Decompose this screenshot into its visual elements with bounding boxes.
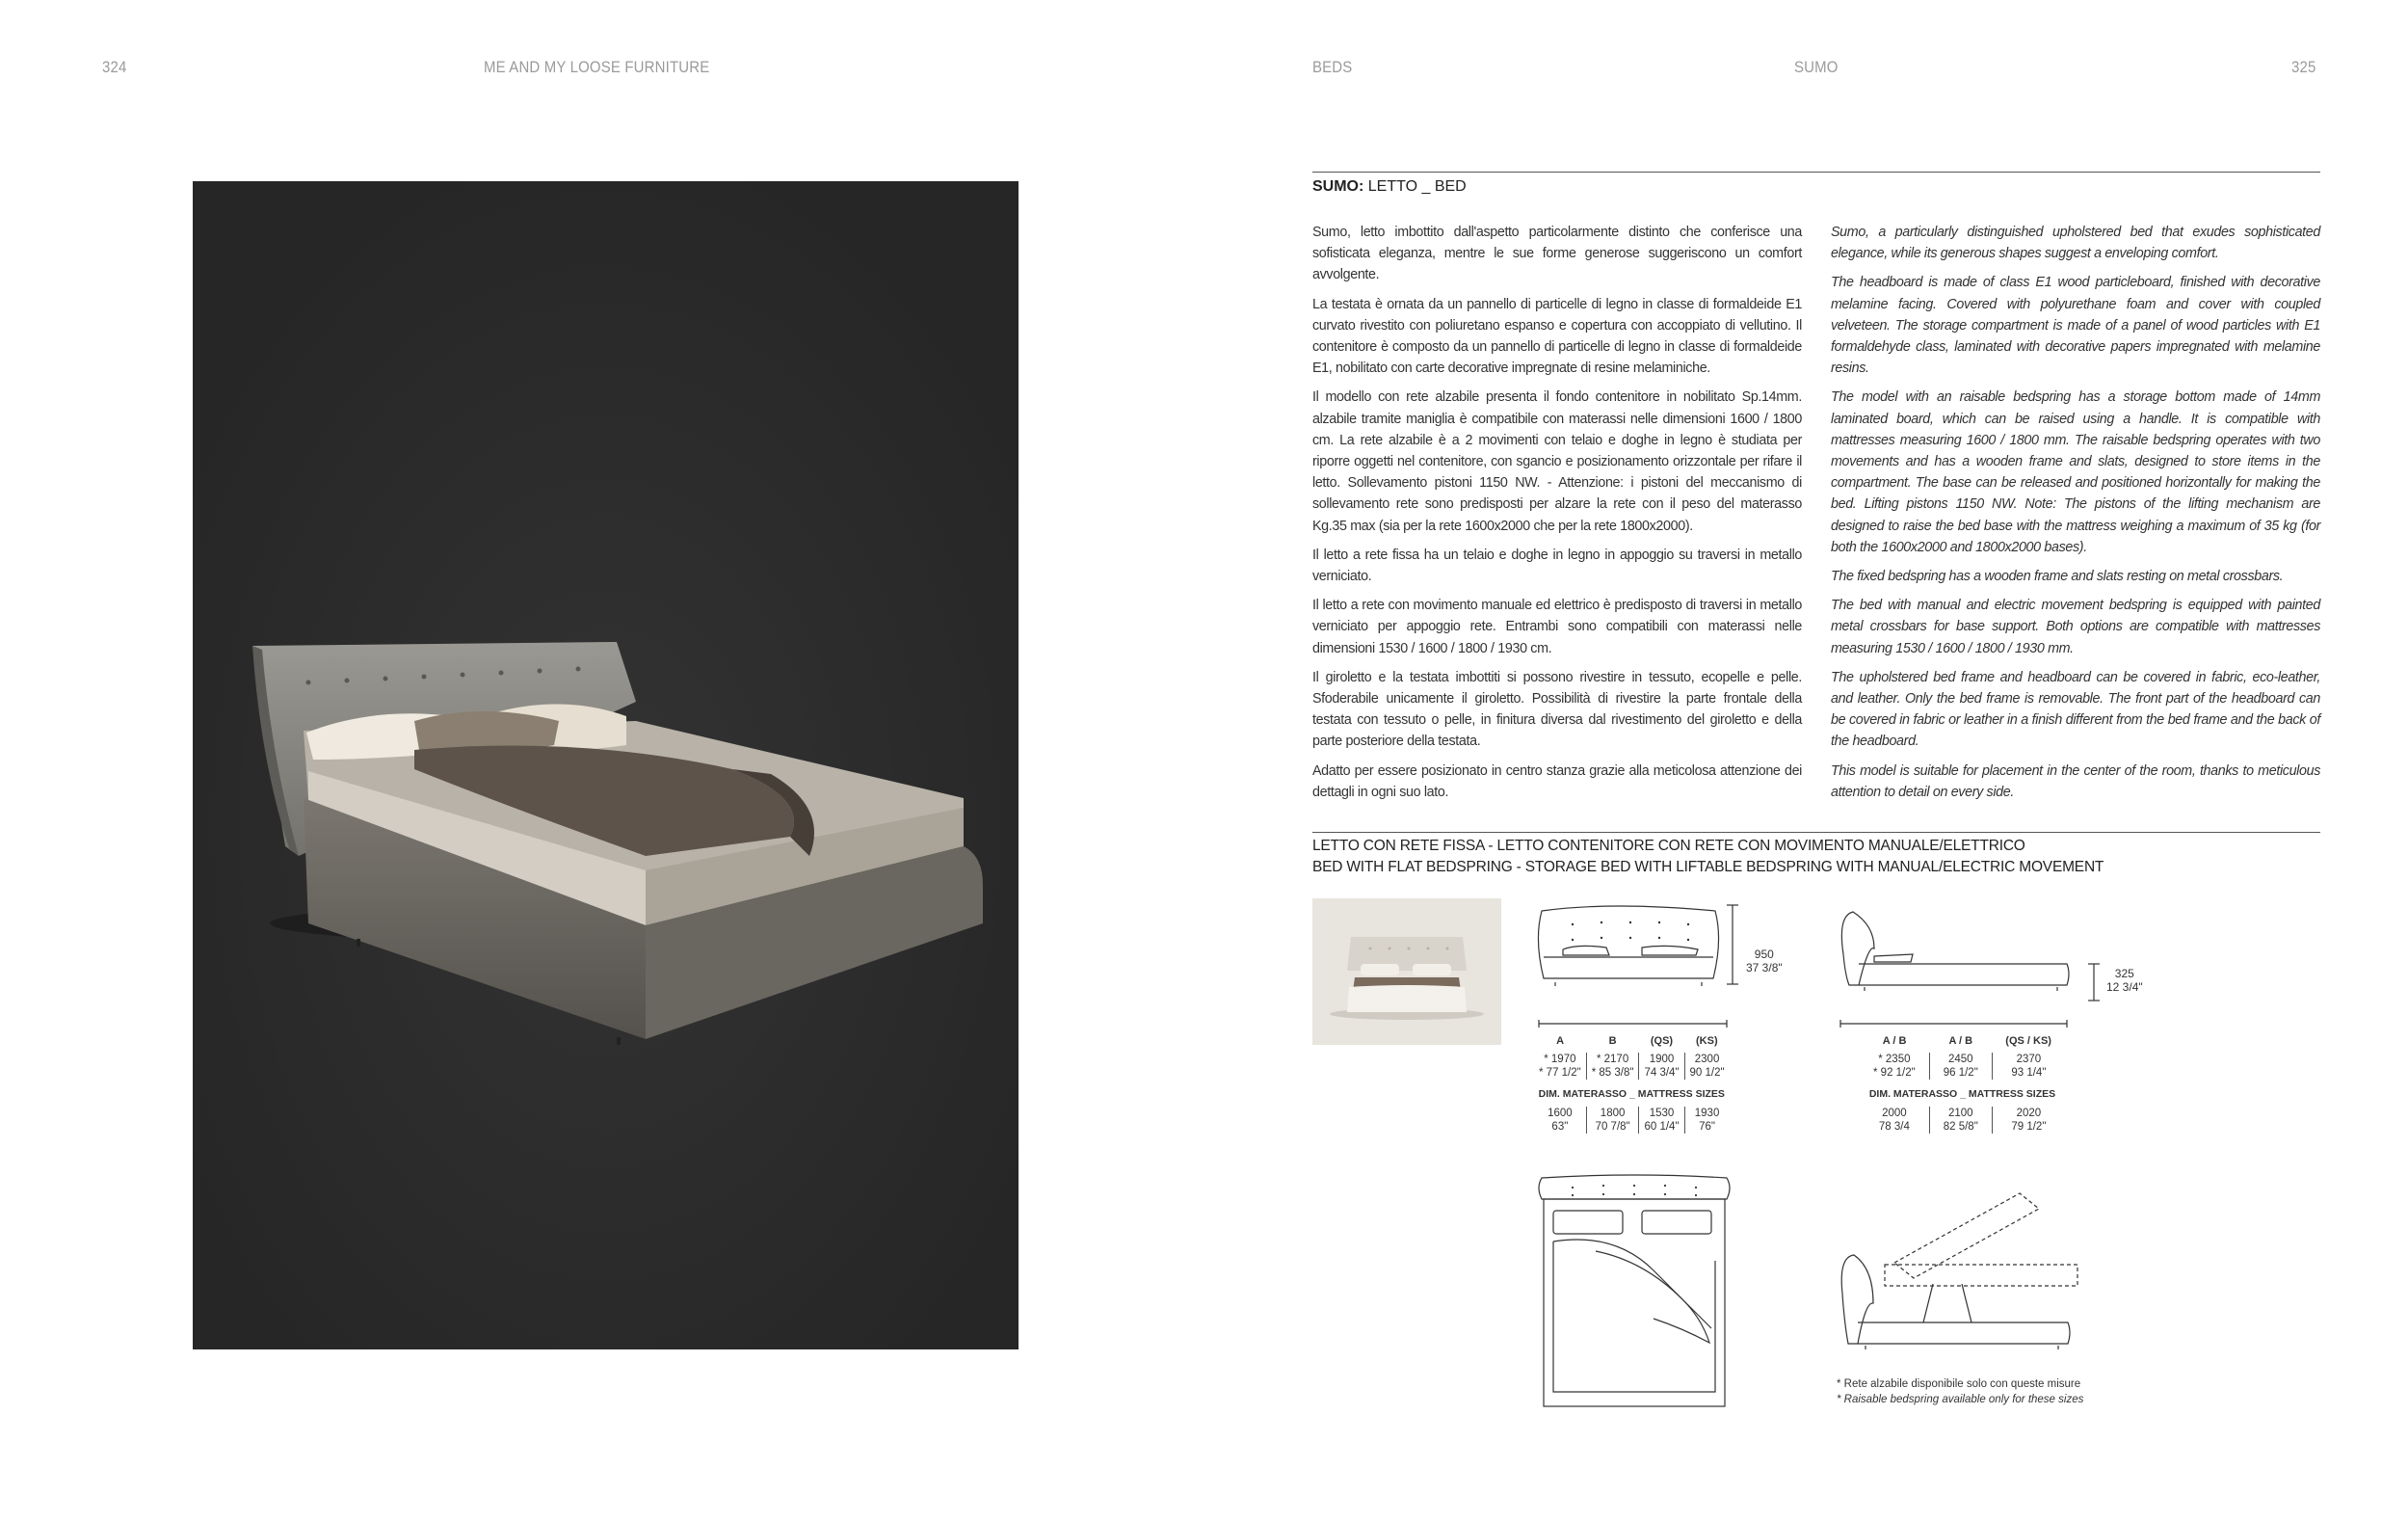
side-mattress-caption-row [1860, 1080, 2065, 1107]
front-width-cell [1639, 1053, 1684, 1080]
value-in: 90 1/2" [1689, 1067, 1725, 1079]
side-mattress-cell [1860, 1107, 1929, 1134]
paragraph-en: The upholstered bed frame and headboard can be covered in fabric, eco-leather, and leather. Only the bed frame is removable. The front part of the headboard can be covered in fabric or leather in a finish different from the bed frame and the back of the headboard. [1831, 669, 2320, 750]
front-widths-row [1534, 1053, 1730, 1080]
product-label: SUMO [1794, 58, 1839, 76]
mattress-caption: DIM. MATERASSO _ MATTRESS SIZES [1868, 1088, 2056, 1100]
value-in: 76" [1699, 1121, 1715, 1133]
page-number-left: 324 [102, 58, 127, 76]
paragraph-it: Il letto a rete fissa ha un telaio e doghe in legno in appoggio su traversi in metallo verniciato. [1312, 547, 1802, 585]
value-in: 74 3/4" [1644, 1067, 1680, 1079]
value-in: 78 3/4 [1878, 1121, 1910, 1133]
side-header: (QS / KS) [2005, 1035, 2051, 1047]
top-view-drawing [1538, 1174, 1740, 1410]
paragraph-it: Adatto per essere posizionato in centro stanza grazie alla meticolosa attenzione dei dettagli in ogni suo lato. [1312, 762, 1802, 800]
storage-lift-drawing [1837, 1188, 2087, 1356]
side-length-cell [1929, 1053, 1992, 1080]
front-height-label [1746, 948, 1783, 975]
front-header: B [1608, 1035, 1617, 1047]
value-mm: * 1970 [1544, 1054, 1576, 1065]
catalog-title: ME AND MY LOOSE FURNITURE [484, 58, 710, 76]
value-in: 82 5/8" [1943, 1121, 1978, 1133]
front-dimensions-table [1534, 1034, 1730, 1134]
paragraph-en: The fixed bedspring has a wooden frame and slats resting on metal crossbars. [1831, 569, 2284, 585]
front-header: A [1556, 1035, 1565, 1047]
value-in: 70 7/8" [1595, 1121, 1630, 1133]
category-label: BEDS [1312, 58, 1353, 76]
value-mm: 1530 [1649, 1108, 1675, 1119]
side-mattress-cell [1929, 1107, 1992, 1134]
front-header: (KS) [1696, 1035, 1718, 1047]
section-title-bold: SUMO: [1312, 178, 1364, 195]
description-italian [1312, 222, 1802, 811]
front-view-drawing [1534, 901, 1775, 1041]
front-mattress-cell [1684, 1107, 1730, 1134]
value-mm: 2450 [1947, 1054, 1973, 1065]
paragraph-it: La testata è ornata da un pannello di particelle di legno in classe di formaldeide E1 curvato rivestito con poliuretano espanso e copertura con accoppiato di vellutino. Il contenitore è composto da un pannello di particelle di legno in classe di formaldeide E1, nobilitato con carte decorative impregnate di resine melaminiche. [1312, 296, 1802, 377]
front-mattress-cell [1534, 1107, 1586, 1134]
front-width-cell [1586, 1053, 1639, 1080]
bed-illustration [193, 181, 1019, 1349]
paragraph-en: The model with an raisable bedspring has a storage bottom made of 14mm laminated board, which can be raised using a handle. It is compatible with mattresses measuring 1600 / 1800 mm. The raisable bedspring operates with two movements and has a wooden frame and slats, designed to store items in the compartment. The base can be released and positioned horizontally for making the bed. Lifting pistons 1150 NW. Note: The pistons of the lifting mechanism are designed to raise the bed base with the mattress weighing a maximum of 35 kg (for both the 1600x2000 and 1800x2000 bases). [1831, 389, 2320, 555]
value-in: * 77 1/2" [1539, 1067, 1581, 1079]
paragraph-it: Il giroletto e la testata imbottiti si possono rivestire in tessuto, ecopelle e pelle. Sfoderabile unicamente il giroletto. Possibilità di rivestire la parte frontale della testata con tessuto o pelle, in finitura diversa dal rivestimento del giroletto e della parte posteriore della testata. [1312, 669, 1802, 750]
mattress-caption: DIM. MATERASSO _ MATTRESS SIZES [1538, 1088, 1725, 1100]
value-mm: 2370 [2016, 1054, 2042, 1065]
side-height-in: 12 3/4" [2106, 980, 2143, 994]
bed-thumbnail [1312, 898, 1501, 1045]
side-height-label [2106, 967, 2143, 994]
side-lengths-row [1860, 1053, 2065, 1080]
page-number-right: 325 [2291, 58, 2316, 76]
paragraph-it: Il letto a rete con movimento manuale ed elettrico è predisposto di traversi in metallo verniciato per appoggio rete. Entrambi sono compatibili con materassi nelle dimensioni 1530 / 1600 / 1800 / 1930 cm. [1312, 598, 1802, 656]
value-mm: 1930 [1694, 1108, 1720, 1119]
side-mattress-cell [1992, 1107, 2065, 1134]
value-mm: 1600 [1548, 1108, 1573, 1119]
value-in: 63" [1551, 1121, 1569, 1133]
versions-title-it: LETTO CON RETE FISSA - LETTO CONTENITORE CON RETE CON MOVIMENTO MANUALE/ELETTRICO [1312, 838, 2025, 854]
versions-title-en: BED WITH FLAT BEDSPRING - STORAGE BED WITH LIFTABLE BEDSPRING WITH MANUAL/ELECTRIC MOVEMENT [1312, 859, 2104, 875]
front-width-cell [1534, 1053, 1586, 1080]
value-mm: 2020 [2016, 1108, 2042, 1119]
value-mm: * 2170 [1596, 1054, 1629, 1065]
side-view-drawing [1836, 906, 2105, 1041]
value-mm: 2000 [1882, 1108, 1907, 1119]
paragraph-en: The bed with manual and electric movement bedspring is equipped with painted metal crossbars for base support. Both options are compatible with mattresses measuring 1530 / 1600 / 1800 / 1930 mm. [1831, 598, 2320, 656]
paragraph-it: Sumo, letto imbottito dall'aspetto particolarmente distinto che conferisce una sofisticata eleganza, mentre le sue forme generose suggeriscono un comfort avvolgente. [1312, 225, 1802, 283]
side-dimensions-table [1860, 1034, 2065, 1134]
front-mattress-cell [1586, 1107, 1639, 1134]
raisable-note-it: * Rete alzabile disponibile solo con queste misure [1837, 1378, 2081, 1390]
side-header: A / B [1882, 1035, 1907, 1047]
description-english [1831, 222, 2320, 811]
front-header: (QS) [1650, 1035, 1674, 1047]
value-mm: 1900 [1649, 1054, 1675, 1065]
paragraph-it: Il modello con rete alzabile presenta il fondo contenitore in nobilitato Sp.14mm. alzabile tramite maniglia è compatibile con materassi nelle dimensioni 1600 / 1800 cm. La rete alzabile è a 2 movimenti con telaio e doghe in legno è studiata per riporre oggetti nel contenitore, con sgancio e posizionamento orizzontale per rifare il letto. Sollevamento pistoni 1150 NW. - Attenzione: i pistoni del meccanismo di sollevamento rete sono predisposti per alzare la rete con il peso del materasso Kg.35 max (sia per la rete 1600x2000 che per la rete 1800x2000). [1312, 389, 1802, 534]
value-mm: * 2350 [1878, 1054, 1911, 1065]
raisable-note-en: * Raisable bedspring available only for these sizes [1837, 1394, 2084, 1405]
front-mattress-cell [1639, 1107, 1684, 1134]
front-mattress-caption-row [1534, 1080, 1730, 1107]
side-length-cell [1860, 1053, 1929, 1080]
section-divider-top [1312, 172, 2320, 173]
value-in: 93 1/4" [2011, 1067, 2047, 1079]
value-in: 96 1/2" [1943, 1067, 1978, 1079]
section-title-rest: LETTO _ BED [1363, 178, 1467, 195]
value-in: 79 1/2" [2011, 1121, 2047, 1133]
side-mattress-row [1860, 1107, 2065, 1134]
value-in: 60 1/4" [1644, 1121, 1680, 1133]
front-height-mm: 950 [1754, 948, 1774, 961]
section-divider-versions [1312, 832, 2320, 833]
bed-thumbnail-illustration [1312, 898, 1501, 1045]
section-title [1312, 178, 1467, 196]
front-mattress-row [1534, 1107, 1730, 1134]
side-headers-row [1860, 1034, 2065, 1053]
value-mm: 1800 [1600, 1108, 1626, 1119]
paragraph-en: The headboard is made of class E1 wood particleboard, finished with decorative melamine facing. Covered with polyurethane foam and cover with coupled velveteen. The storage compartment is made of a panel of wood particles with E1 formaldehyde class, laminated with decorative papers impregnated with melamine resins. [1831, 275, 2320, 377]
paragraph-en: Sumo, a particularly distinguished upholstered bed that exudes sophisticated elegance, while its generous shapes suggest a enveloping comfort. [1831, 225, 2320, 262]
side-height-mm: 325 [2114, 967, 2134, 980]
front-height-in: 37 3/8" [1746, 961, 1783, 975]
value-mm: 2300 [1694, 1054, 1720, 1065]
bed-photo [193, 181, 1019, 1349]
side-header: A / B [1948, 1035, 1973, 1047]
front-headers-row [1534, 1034, 1730, 1053]
front-width-cell [1684, 1053, 1730, 1080]
paragraph-en: This model is suitable for placement in the center of the room, thanks to meticulous attention to detail on every side. [1831, 762, 2320, 800]
value-in: * 92 1/2" [1873, 1067, 1916, 1079]
value-mm: 2100 [1947, 1108, 1973, 1119]
value-in: * 85 3/8" [1591, 1067, 1634, 1079]
side-length-cell [1992, 1053, 2065, 1080]
